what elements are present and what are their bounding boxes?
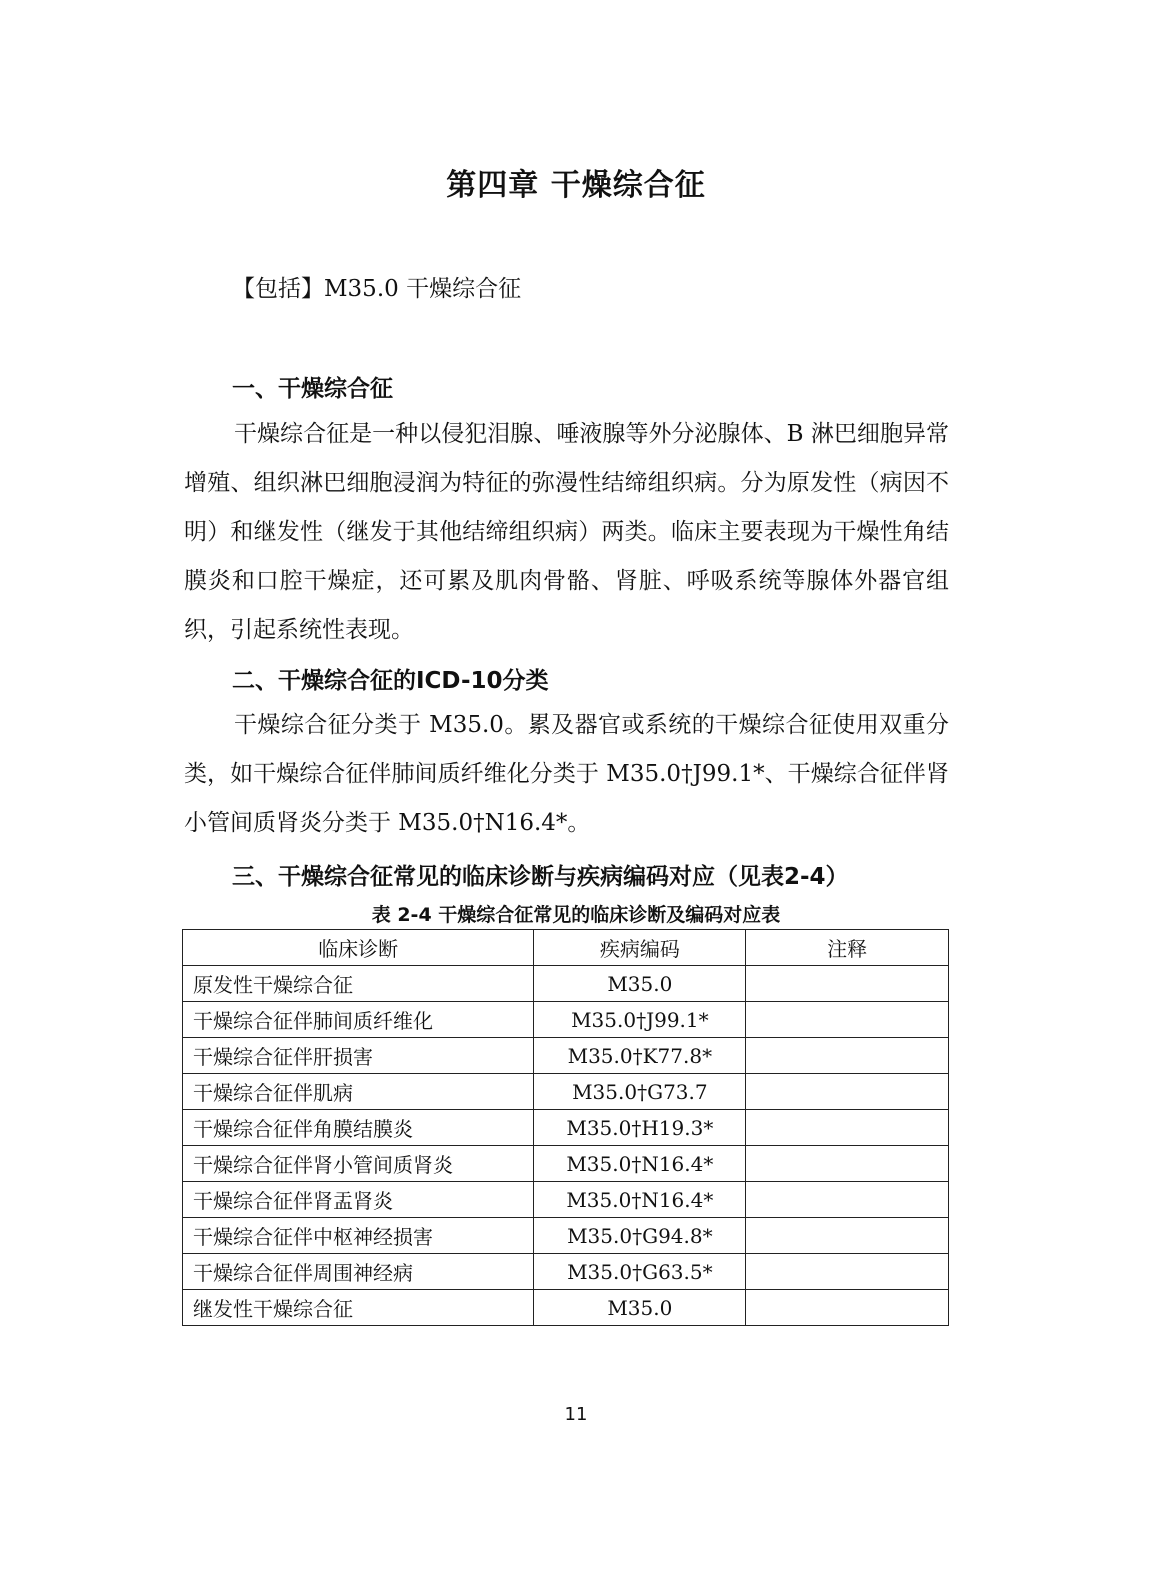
note-cell <box>746 1074 949 1110</box>
code-cell: M35.0 <box>534 966 746 1002</box>
section-heading-3: 三、干燥综合征常见的临床诊断与疾病编码对应（见表2-4） <box>232 864 849 890</box>
table-row <box>183 1182 949 1218</box>
note-cell <box>746 1182 949 1218</box>
table-row <box>183 966 949 1002</box>
section-heading-2: 二、干燥综合征的ICD-10分类 <box>232 668 549 694</box>
code-cell: M35.0†N16.4* <box>534 1182 746 1218</box>
note-cell <box>746 966 949 1002</box>
table-row <box>183 1074 949 1110</box>
table-row <box>183 1110 949 1146</box>
diagnosis-cell: 干燥综合征伴肺间质纤维化 <box>183 1002 534 1038</box>
diagnosis-cell: 干燥综合征伴肾盂肾炎 <box>183 1182 534 1218</box>
includes-line: 【包括】M35.0 干燥综合征 <box>232 276 522 302</box>
code-cell: M35.0†N16.4* <box>534 1146 746 1182</box>
code-cell: M35.0†J99.1* <box>534 1002 746 1038</box>
section-1-paragraph: 干燥综合征是一种以侵犯泪腺、唾液腺等外分泌腺体、B 淋巴细胞异常增殖、组织淋巴细胞浸润为特征的弥漫性结缔组织病。分为原发性（病因不明）和继发性（继发于其他结缔组织病）两类。临床主要表现为干燥性角结膜炎和口腔干燥症，还可累及肌肉骨骼、肾脏、呼吸系统等腺体外器官组织，引起系统性表现。 <box>184 421 949 643</box>
diagnosis-cell: 原发性干燥综合征 <box>183 966 534 1002</box>
diagnosis-cell: 干燥综合征伴周围神经病 <box>183 1254 534 1290</box>
column-header-code: 疾病编码 <box>534 930 746 966</box>
table-row <box>183 1218 949 1254</box>
code-cell: M35.0†G63.5* <box>534 1254 746 1290</box>
table-row <box>183 1002 949 1038</box>
diagnosis-cell: 干燥综合征伴中枢神经损害 <box>183 1218 534 1254</box>
column-header-note: 注释 <box>746 930 949 966</box>
code-cell: M35.0 <box>534 1290 746 1326</box>
code-cell: M35.0†G94.8* <box>534 1218 746 1254</box>
table-row <box>183 1254 949 1290</box>
note-cell <box>746 1218 949 1254</box>
note-cell <box>746 1002 949 1038</box>
table-caption: 表 2-4 干燥综合征常见的临床诊断及编码对应表 <box>371 904 781 926</box>
code-cell: M35.0†G73.7 <box>534 1074 746 1110</box>
diagnosis-cell: 干燥综合征伴肝损害 <box>183 1038 534 1074</box>
code-cell: M35.0†H19.3* <box>534 1110 746 1146</box>
code-cell: M35.0†K77.8* <box>534 1038 746 1074</box>
section-heading-1: 一、干燥综合征 <box>232 376 393 402</box>
diagnosis-code-table <box>182 929 949 1326</box>
diagnosis-cell: 干燥综合征伴肌病 <box>183 1074 534 1110</box>
chapter-title: 第四章 干燥综合征 <box>446 168 706 203</box>
note-cell <box>746 1290 949 1326</box>
table-header-row <box>183 930 949 966</box>
note-cell <box>746 1146 949 1182</box>
note-cell <box>746 1110 949 1146</box>
column-header-diagnosis: 临床诊断 <box>183 930 534 966</box>
note-cell <box>746 1254 949 1290</box>
section-2-paragraph: 干燥综合征分类于 M35.0。累及器官或系统的干燥综合征使用双重分类，如干燥综合征伴肺间质纤维化分类于 M35.0†J99.1*、干燥综合征伴肾小管间质肾炎分类于 M35.0†N16.4*。 <box>184 712 949 836</box>
diagnosis-cell: 干燥综合征伴角膜结膜炎 <box>183 1110 534 1146</box>
page-number: 11 <box>564 1404 588 1425</box>
note-cell <box>746 1038 949 1074</box>
table-row <box>183 1146 949 1182</box>
table-row <box>183 1290 949 1326</box>
diagnosis-cell: 继发性干燥综合征 <box>183 1290 534 1326</box>
table-row <box>183 1038 949 1074</box>
diagnosis-cell: 干燥综合征伴肾小管间质肾炎 <box>183 1146 534 1182</box>
